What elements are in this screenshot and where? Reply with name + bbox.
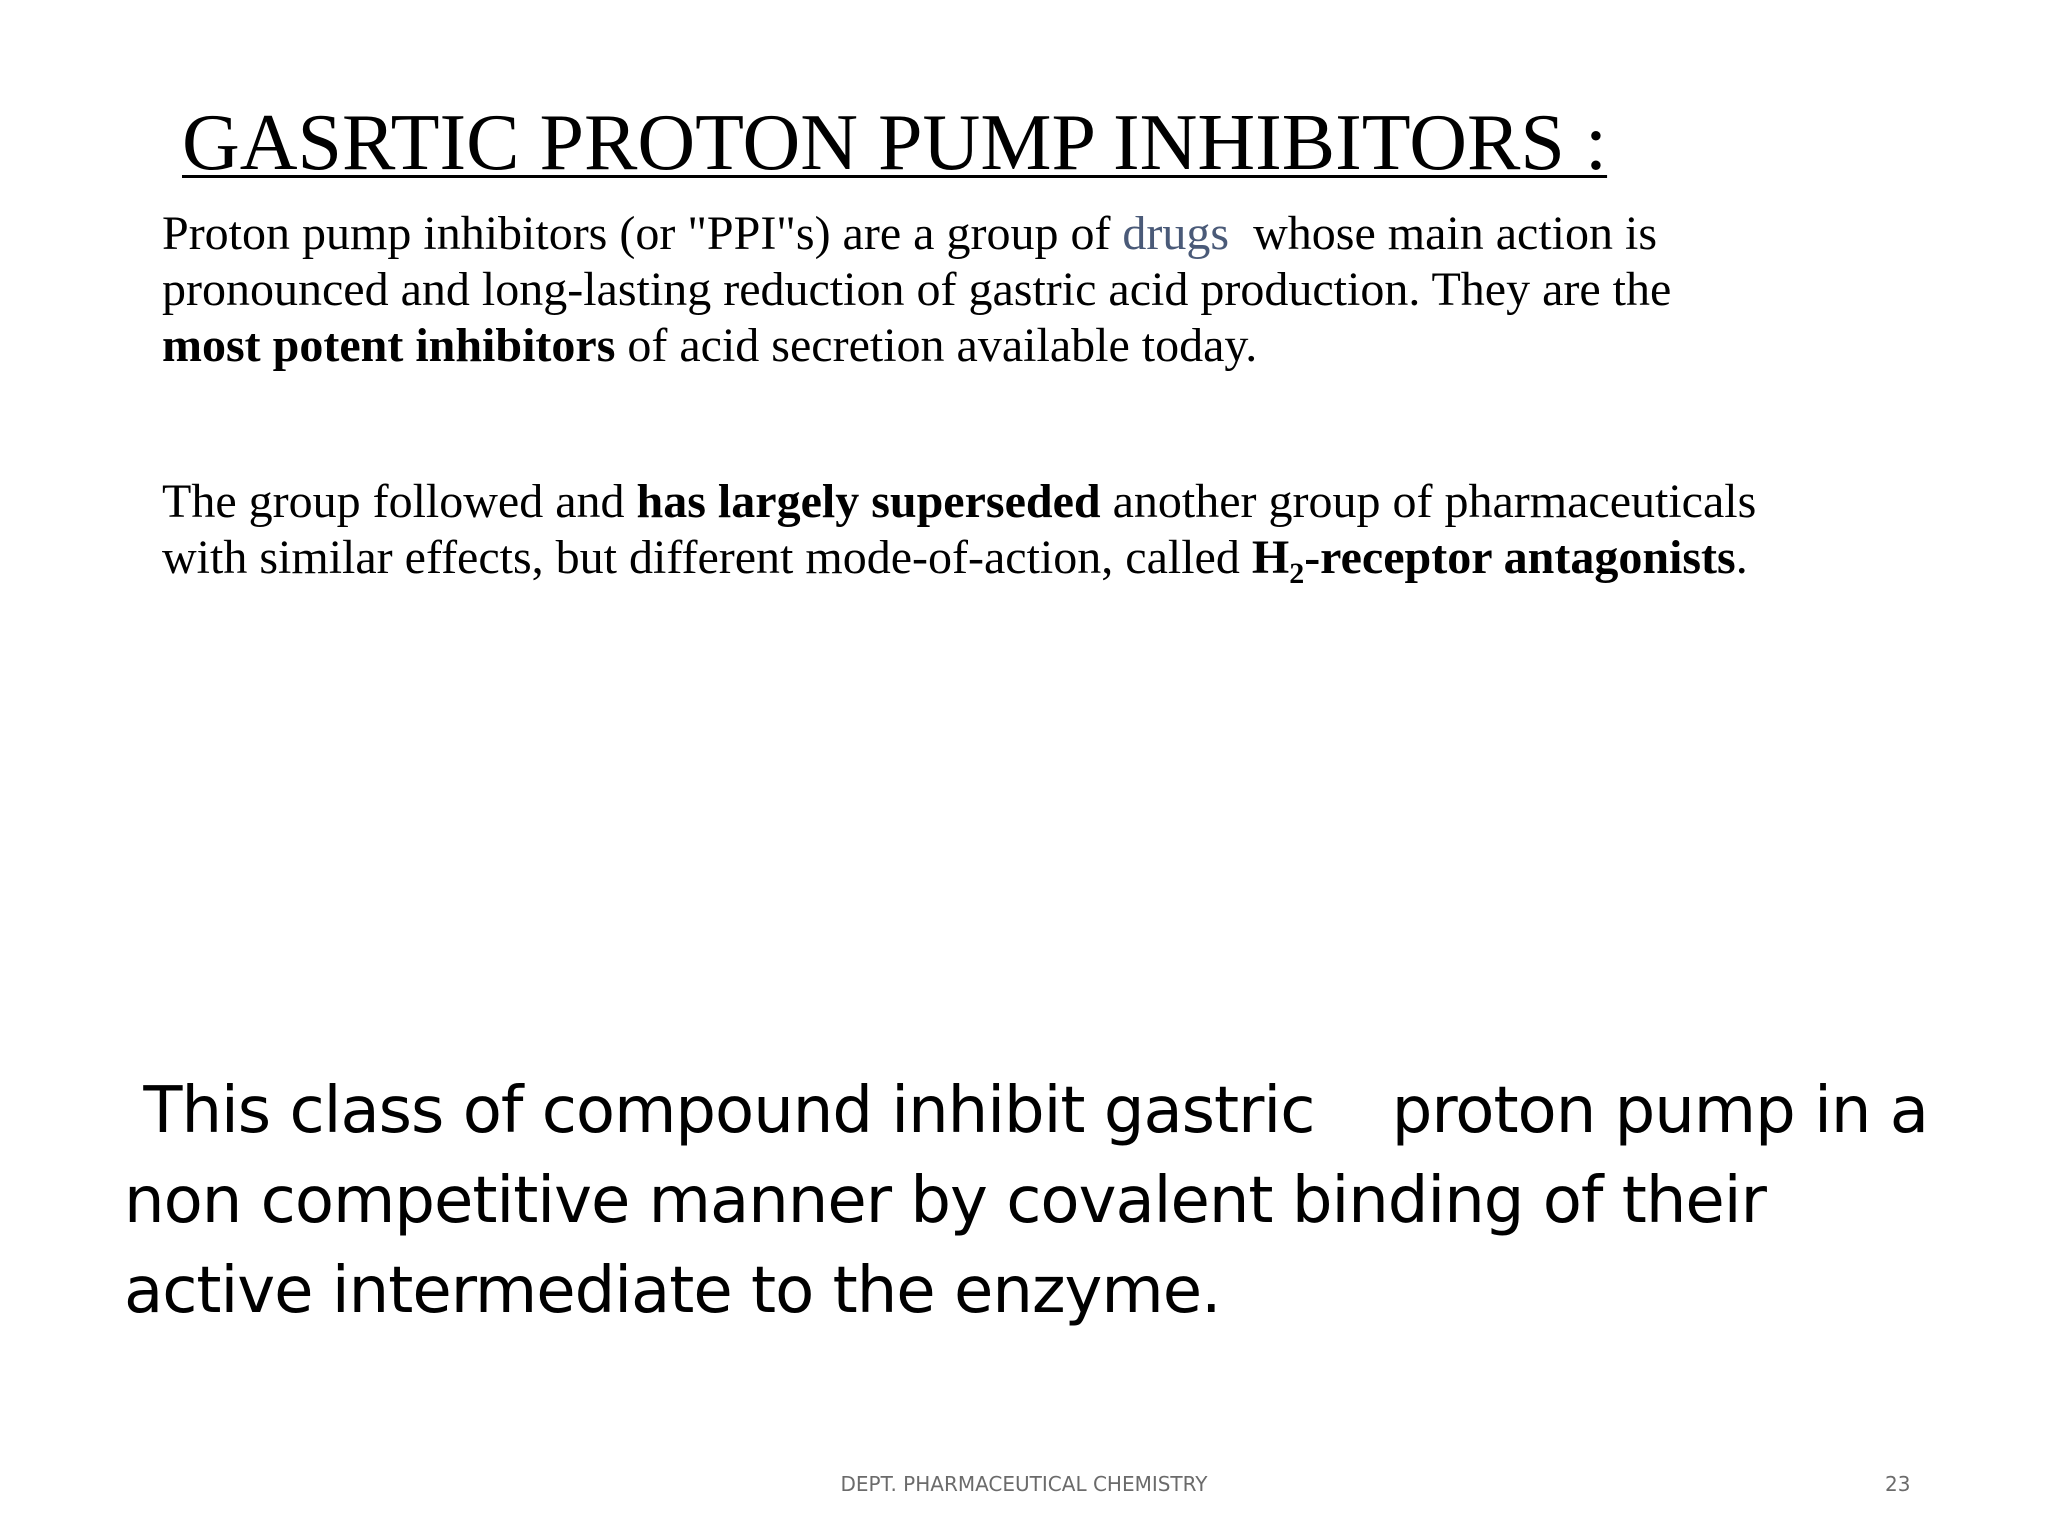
- h2-letter: H: [1251, 531, 1290, 584]
- paragraph-ppi-definition: [162, 206, 1671, 374]
- largely-superseded-bold: has largely superseded: [636, 475, 1101, 528]
- paragraph1-line1: [162, 206, 1671, 262]
- mechanism-line3: active intermediate to the enzyme.: [124, 1254, 1221, 1328]
- mechanism-text: [124, 1066, 1928, 1336]
- drugs-link[interactable]: drugs: [1122, 207, 1230, 260]
- receptor-antagonists-text: -receptor antagonists: [1304, 531, 1736, 584]
- h2-subscript: 2: [1289, 557, 1305, 590]
- paragraph2-line2-text: with similar effects, but different mode-of-action, called: [162, 531, 1252, 584]
- paragraph-superseded: [162, 474, 1757, 590]
- slide-title: GASRTIC PROTON PUMP INHIBITORS :: [182, 99, 1608, 187]
- paragraph1-line3: [162, 318, 1671, 374]
- paragraph2-line2-period: .: [1735, 531, 1748, 584]
- page-number: 23: [1885, 1472, 1911, 1496]
- paragraph2-line2: [162, 530, 1756, 590]
- mechanism-line2: non competitive manner by covalent binding of their: [124, 1164, 1766, 1238]
- paragraph1-line1-text: Proton pump inhibitors (or "PPI"s) are a group of: [162, 207, 1123, 260]
- paragraph2-line1-text: The group followed and: [162, 475, 637, 528]
- paragraph2-line1: [162, 474, 1756, 530]
- paragraph1-line2: pronounced and long-lasting reduction of gastric acid production. They are the: [162, 263, 1672, 316]
- paragraph2-line1-end: another group of pharmaceuticals: [1100, 475, 1757, 528]
- mechanism-line1: This class of compound inhibit gastric proton pump in a: [124, 1074, 1928, 1148]
- most-potent-inhibitors-bold: most potent inhibitors: [162, 319, 616, 372]
- paragraph1-line1-end: whose main action is: [1229, 207, 1658, 260]
- paragraph1-line3-text: of acid secretion available today.: [615, 319, 1258, 372]
- slide-footer: DEPT. PHARMACEUTICAL CHEMISTRY: [840, 1472, 1208, 1496]
- h2-receptor-antagonists-bold: [1251, 531, 1736, 590]
